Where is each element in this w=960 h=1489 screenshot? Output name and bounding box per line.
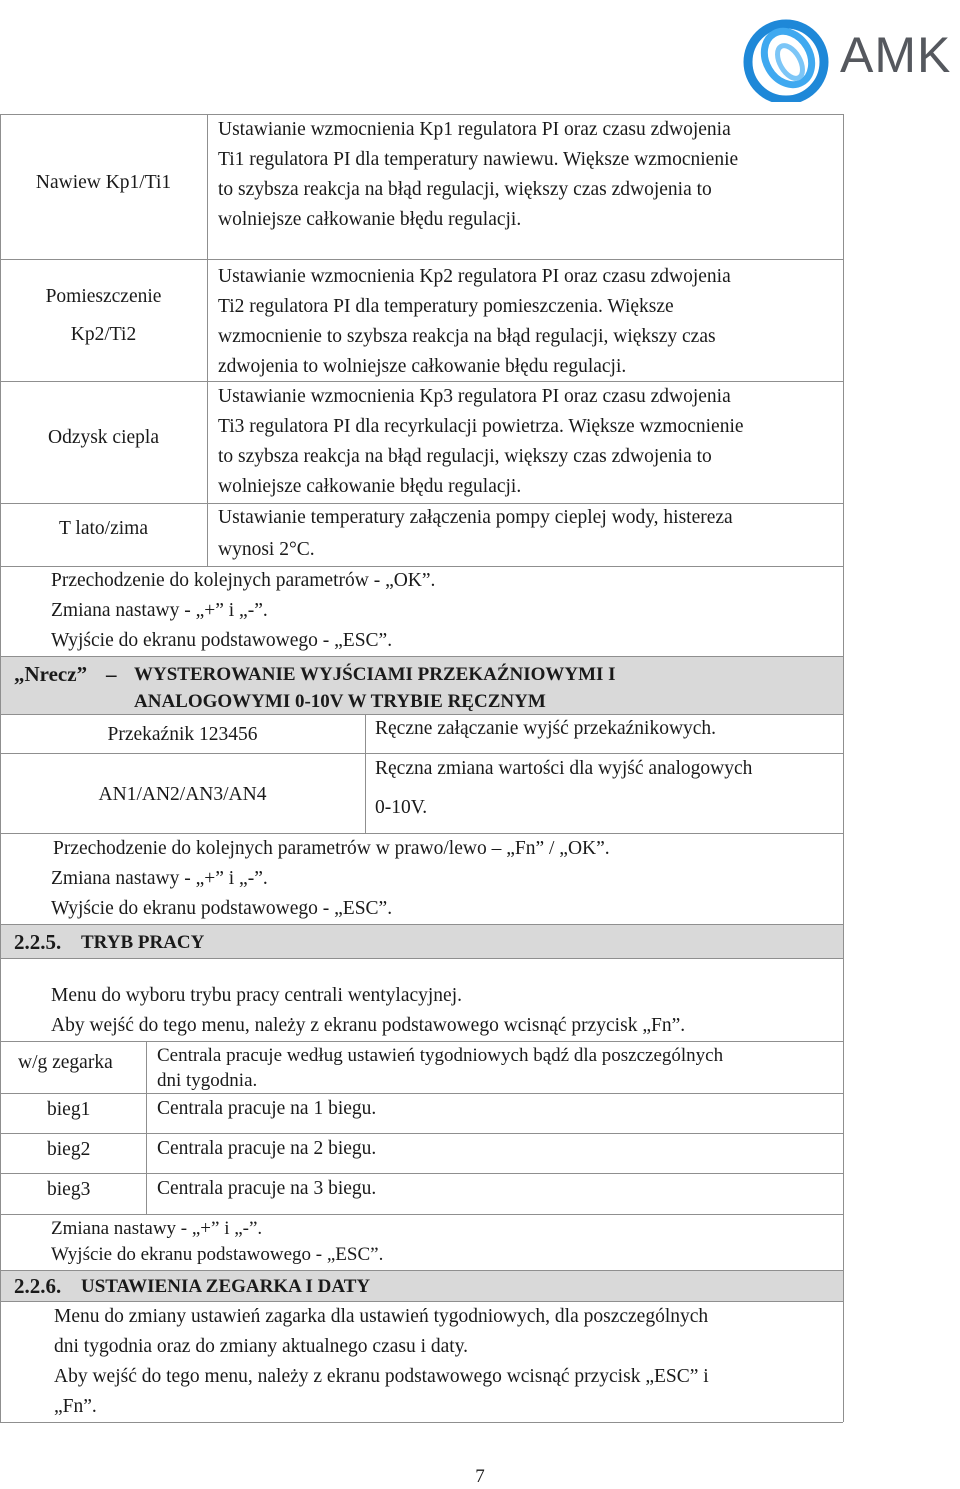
note-line: Przechodzenie do kolejnych parametrów - „OK”. — [51, 570, 436, 591]
amk-logo — [742, 18, 952, 102]
row-label-pomieszczenie: Pomieszczenie — [45, 286, 162, 307]
note-line: Zmiana nastawy - „+” i „-”. — [51, 868, 268, 889]
body-line: Aby wejść do tego menu, należy z ekranu podstawowego wcisnąć przycisk „ESC” i — [54, 1366, 709, 1387]
body-line: „Fn”. — [54, 1396, 97, 1417]
intro-line: Menu do wyboru trybu pracy centrali wentylacyjnej. — [51, 985, 462, 1006]
row-label-nawiew: Nawiew Kp1/Ti1 — [35, 172, 172, 193]
note-line: Wyjście do ekranu podstawowego - „ESC”. — [51, 898, 393, 919]
row-label-kp2: Kp2/Ti2 — [70, 324, 137, 345]
row-label-bieg2: bieg2 — [47, 1139, 91, 1160]
row-desc-line: Ustawianie wzmocnienia Kp2 regulatora PI oraz czasu zdwojenia — [218, 266, 731, 287]
row-desc-line: Centrala pracuje na 3 biegu. — [157, 1178, 377, 1199]
row-desc-line: Ręczne załączanie wyjść przekaźnikowych. — [375, 718, 717, 739]
note-line: Wyjście do ekranu podstawowego - „ESC”. — [51, 630, 393, 651]
row-desc-line: wzmocnienie to szybsza reakcja na błąd regulacji, większy czas — [218, 326, 716, 347]
row-desc-line: Ustawianie temperatury załączenia pompy cieplej wody, histereza — [218, 507, 733, 528]
row-label-przekaznik: Przekaźnik 123456 — [107, 724, 258, 745]
row-label-lato-zima: T lato/zima — [59, 518, 148, 539]
row-label-bieg3: bieg3 — [47, 1179, 91, 1200]
intro-line: Aby wejść do tego menu, należy z ekranu podstawowego wcisnąć przycisk „Fn”. — [51, 1015, 686, 1036]
note-line: Zmiana nastawy - „+” i „-”. — [51, 1218, 263, 1239]
row-desc-line: to szybsza reakcja na błąd regulacji, większy czas zdwojenia to — [218, 446, 712, 467]
row-desc-line: Centrala pracuje na 2 biegu. — [157, 1138, 377, 1159]
row-desc-line: dni tygodnia. — [157, 1070, 258, 1091]
section-title: USTAWIENIA ZEGARKA I DATY — [81, 1276, 371, 1297]
row-desc-line: Ustawianie wzmocnienia Kp3 regulatora PI oraz czasu zdwojenia — [218, 386, 731, 407]
row-desc-line: wynosi 2°C. — [218, 539, 315, 560]
row-desc-line: Ti2 regulatora PI dla temperatury pomieszczenia. Większe — [218, 296, 674, 317]
row-label-zegarka: w/g zegarka — [18, 1052, 113, 1073]
row-desc-line: Centrala pracuje na 1 biegu. — [157, 1098, 377, 1119]
nrecz-key: „Nrecz” — [14, 662, 88, 686]
row-desc-line: Ti3 regulatora PI dla recyrkulacji powietrza. Większe wzmocnienie — [218, 416, 744, 437]
row-desc-line: Ustawianie wzmocnienia Kp1 regulatora PI oraz czasu zdwojenia — [218, 119, 731, 140]
nrecz-title-line1: WYSTEROWANIE WYJŚCIAMI PRZEKAŹNIOWYMI I — [134, 664, 616, 685]
note-line: Przechodzenie do kolejnych parametrów w prawo/lewo – „Fn” / „OK”. — [53, 838, 610, 859]
row-label-odzysk: Odzysk ciepla — [47, 427, 159, 448]
row-desc-line: Centrala pracuje według ustawień tygodniowych bądź dla poszczególnych — [157, 1045, 724, 1066]
note-line: Wyjście do ekranu podstawowego - „ESC”. — [51, 1244, 384, 1265]
section-title: TRYB PRACY — [81, 932, 205, 953]
nrecz-dash: – — [106, 662, 117, 686]
row-desc-line: to szybsza reakcja na błąd regulacji, większy czas zdwojenia to — [218, 179, 712, 200]
page-number: 7 — [475, 1466, 485, 1487]
row-desc-line: wolniejsze całkowanie błędu regulacji. — [218, 476, 522, 497]
note-line: Zmiana nastawy - „+” i „-”. — [51, 600, 268, 621]
nrecz-title-line2: ANALOGOWYMI 0-10V W TRYBIE RĘCZNYM — [134, 691, 546, 712]
row-label-analog: AN1/AN2/AN3/AN4 — [98, 784, 267, 805]
section-number: 2.2.6. — [14, 1274, 62, 1298]
logo-swirl-icon — [742, 18, 838, 102]
row-desc-line: Ti1 regulatora PI dla temperatury nawiewu. Większe wzmocnienie — [218, 149, 739, 170]
row-desc-line: 0-10V. — [375, 797, 428, 818]
row-desc-line: wolniejsze całkowanie błędu regulacji. — [218, 209, 522, 230]
row-desc-line: Ręczna zmiana wartości dla wyjść analogowych — [375, 758, 753, 779]
body-line: dni tygodnia oraz do zmiany aktualnego czasu i daty. — [54, 1336, 469, 1357]
row-label-bieg1: bieg1 — [47, 1099, 91, 1120]
logo-text: AMK — [840, 27, 952, 83]
body-line: Menu do zmiany ustawień zagarka dla ustawień tygodniowych, dla poszczególnych — [54, 1306, 709, 1327]
row-desc-line: zdwojenia to wolniejsze całkowanie błędu regulacji. — [218, 356, 627, 377]
section-number: 2.2.5. — [14, 930, 62, 954]
